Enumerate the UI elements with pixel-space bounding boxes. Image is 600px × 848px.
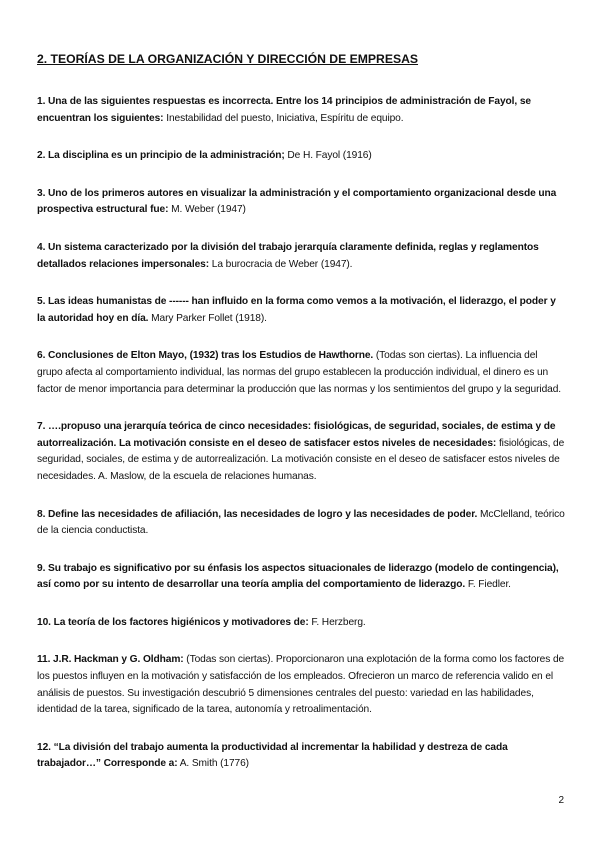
question-item bbox=[37, 507, 565, 540]
question-item bbox=[37, 419, 565, 485]
answer-text: F. Herzberg. bbox=[308, 616, 366, 628]
question-text: 4. Un sistema caracterizado por la división del trabajo jerarquía claramente definida, reglas y reglamentos detallados relaciones impersonales: bbox=[37, 241, 539, 270]
section-title: 2. TEORÍAS DE LA ORGANIZACIÓN Y DIRECCIÓN DE EMPRESAS bbox=[37, 52, 419, 66]
question-text: 11. J.R. Hackman y G. Oldham: bbox=[37, 654, 184, 666]
answer-text: Mary Parker Follet (1918). bbox=[148, 312, 267, 324]
question-item bbox=[37, 294, 565, 327]
answer-text: F. Fiedler. bbox=[465, 579, 511, 591]
answer-text: La burocracia de Weber (1947). bbox=[209, 258, 353, 270]
answer-text: McClelland, teórico de la ciencia conductista. bbox=[37, 508, 565, 537]
answer-text: Inestabilidad del puesto, Iniciativa, Espíritu de equipo. bbox=[163, 112, 404, 124]
question-item bbox=[37, 240, 565, 273]
question-text: 2. La disciplina es un principio de la administración; bbox=[37, 150, 285, 162]
question-text: 9. Su trabajo es significativo por su énfasis los aspectos situacionales de liderazgo (modelo de contingencia), así como por su intento de desarrollar una teoría amplia del comportamiento de liderazgo. bbox=[37, 562, 559, 591]
page-number: 2 bbox=[558, 795, 564, 806]
question-item bbox=[37, 186, 565, 219]
question-item bbox=[37, 348, 565, 398]
question-item bbox=[37, 148, 565, 165]
question-text: 1. Una de las siguientes respuestas es incorrecta. Entre los 14 principios de administración de Fayol, se encuentran los siguientes: bbox=[37, 96, 531, 124]
answer-text: De H. Fayol (1916) bbox=[284, 150, 372, 162]
answer-text: A. Smith (1776) bbox=[177, 758, 249, 770]
question-text: 7. ….propuso una jerarquía teórica de cinco necesidades: fisiológicas, de seguridad, sociales, de estima y de autorrealización. La motivación consiste en el deseo de satisfacer estos niveles de necesidades: bbox=[37, 421, 556, 449]
question-list bbox=[37, 94, 565, 794]
answer-text: M. Weber (1947) bbox=[168, 204, 246, 216]
answer-text: (Todas son ciertas). Proporcionaron una explotación de la forma como los factores de los puestos influyen en la motivación y satisfacción de los empleados. Ofrecieron un marco de referencia valido en el análisis de puestos. Su investigación descubrió 5 dimensiones centrales del puesto: variedad en las habilidades, identidad de la tarea, significado de la tarea, autonomía y retroalimentación. bbox=[37, 654, 565, 716]
question-item bbox=[37, 652, 565, 718]
question-text: 10. La teoría de los factores higiénicos y motivadores de: bbox=[37, 616, 309, 628]
question-item bbox=[37, 94, 565, 127]
answer-text: (Todas son ciertas). La influencia del grupo afecta al comportamiento individual, las normas del grupo establecen la producción individual, el dinero es un factor de menor importancia para determinar la producción que las normas y los sentimientos del grupo y la seguridad. bbox=[37, 350, 561, 395]
question-text: 3. Uno de los primeros autores en visualizar la administración y el comportamiento organizacional desde una prospectiva estructural fue: bbox=[37, 187, 557, 216]
question-item bbox=[37, 740, 565, 773]
question-item bbox=[37, 561, 565, 594]
question-text: 5. Las ideas humanistas de ------ han influido en la forma como vemos a la motivación, el liderazgo, el poder y la autoridad hoy en día. bbox=[37, 296, 556, 324]
answer-text: fisiológicas, de seguridad, sociales, de estima y de autorrealización. La motivación consiste en el deseo de satisfacer estos niveles de necesidades. A. Maslow, de la escuela de relaciones humanas. bbox=[37, 437, 565, 482]
question-text: 8. Define las necesidades de afiliación, las necesidades de logro y las necesidades de poder. bbox=[37, 508, 478, 520]
question-item bbox=[37, 615, 565, 632]
question-text: 6. Conclusiones de Elton Mayo, (1932) tras los Estudios de Hawthorne. bbox=[37, 350, 374, 362]
question-text: 12. “La división del trabajo aumenta la productividad al incrementar la habilidad y destreza de cada trabajador…” Corresponde a: bbox=[37, 741, 508, 770]
